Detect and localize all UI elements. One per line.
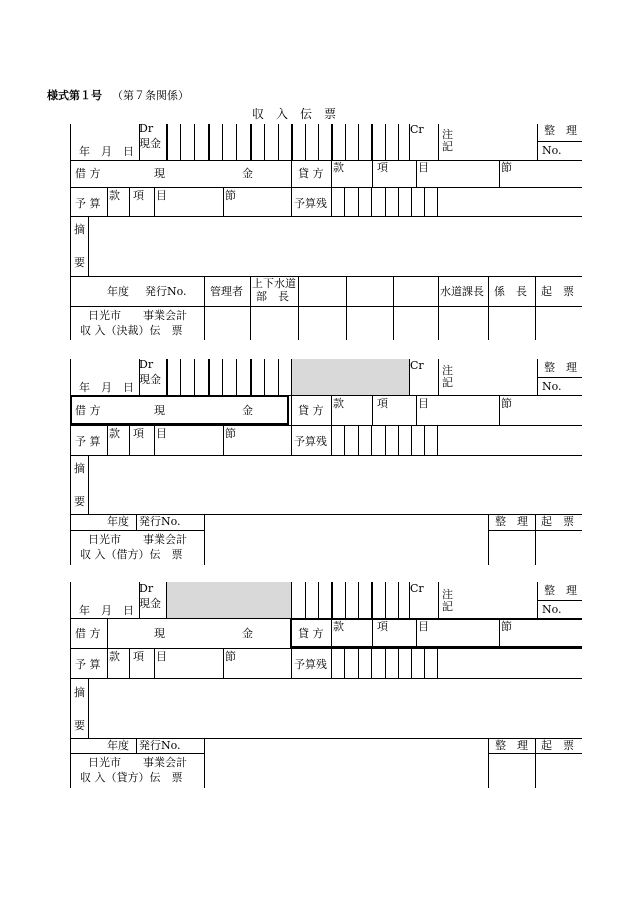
issuer-line-2: 収 入（貸方）伝 票 bbox=[80, 771, 183, 784]
date-label: 年 月 日 bbox=[79, 604, 134, 617]
cr-label: Cr bbox=[410, 359, 424, 372]
kan-label: 款 bbox=[109, 650, 120, 663]
setsu-label: 節 bbox=[501, 397, 512, 410]
dr-label: Dr bbox=[139, 358, 154, 371]
seiri-label: 整 理 bbox=[544, 584, 577, 597]
budget-remaining-label: 予算残 bbox=[294, 658, 327, 671]
seiri-label: 整 理 bbox=[544, 361, 577, 374]
cash-label: 現金 bbox=[139, 137, 161, 150]
kan-label: 款 bbox=[333, 620, 344, 633]
kou-label: 項 bbox=[377, 620, 388, 633]
seiri-label: 整 理 bbox=[544, 124, 577, 137]
drafter-label: 起 票 bbox=[541, 515, 574, 528]
seiri-bottom-label: 整 理 bbox=[495, 739, 528, 752]
debit-label: 借 方 bbox=[75, 167, 101, 180]
cash-wide-label: 現 金 bbox=[154, 167, 253, 180]
manager-label: 管理者 bbox=[210, 285, 243, 298]
issuer-line-2: 収 入（決裁）伝 票 bbox=[80, 324, 183, 337]
issuer-line-1: 日光市 事業会計 bbox=[88, 309, 187, 322]
fiscal-year-label: 年度 bbox=[107, 285, 129, 298]
cash-label: 現金 bbox=[139, 373, 161, 386]
issue-no-label: 発行No. bbox=[145, 285, 187, 298]
kan-label: 款 bbox=[333, 161, 344, 174]
credit-label: 貸 方 bbox=[298, 627, 324, 640]
kou-label: 項 bbox=[133, 189, 144, 202]
kou-label: 項 bbox=[133, 427, 144, 440]
page-title: 収 入 伝 票 bbox=[252, 107, 337, 121]
kan-label: 款 bbox=[109, 427, 120, 440]
note-label: 注記 bbox=[442, 588, 453, 613]
issue-no-label: 発行No. bbox=[139, 739, 181, 752]
cr-label: Cr bbox=[410, 582, 424, 595]
water-director-label-1: 上下水道 bbox=[252, 277, 296, 290]
form-label: 様式第１号 bbox=[47, 89, 102, 102]
moku-label: 目 bbox=[156, 427, 167, 440]
date-label: 年 月 日 bbox=[79, 145, 134, 158]
budget-remaining-label: 予算残 bbox=[294, 435, 327, 448]
water-director-label-2: 部 長 bbox=[256, 290, 289, 303]
moku-label: 目 bbox=[156, 650, 167, 663]
form-label-note: （第７条関係） bbox=[112, 89, 189, 102]
summary-label-1: 摘 bbox=[74, 223, 85, 236]
summary-label-1: 摘 bbox=[74, 686, 85, 699]
budget-label: 予 算 bbox=[75, 197, 101, 210]
subsection-chief-label: 係 長 bbox=[494, 285, 527, 298]
kan-label: 款 bbox=[333, 397, 344, 410]
seiri-bottom-label: 整 理 bbox=[495, 515, 528, 528]
debit-label: 借 方 bbox=[75, 627, 101, 640]
setsu-label: 節 bbox=[501, 620, 512, 633]
issuer-line-2: 収 入（借方）伝 票 bbox=[80, 548, 183, 561]
budget-label: 予 算 bbox=[75, 658, 101, 671]
credit-label: 貸 方 bbox=[298, 167, 324, 180]
setsu-label: 節 bbox=[225, 427, 236, 440]
summary-label-1: 摘 bbox=[74, 462, 85, 475]
setsu-label: 節 bbox=[225, 189, 236, 202]
issuer-line-1: 日光市 事業会計 bbox=[88, 533, 187, 546]
no-label: No. bbox=[542, 144, 562, 157]
moku-label: 目 bbox=[156, 189, 167, 202]
budget-label: 予 算 bbox=[75, 435, 101, 448]
moku-label: 目 bbox=[418, 620, 429, 633]
water-section-chief-label: 水道課長 bbox=[440, 285, 484, 298]
cr-label: Cr bbox=[410, 123, 424, 136]
note-label: 注記 bbox=[442, 364, 453, 389]
issue-no-label: 発行No. bbox=[139, 515, 181, 528]
note-label: 注記 bbox=[442, 128, 453, 153]
drafter-label: 起 票 bbox=[541, 285, 574, 298]
cash-wide-label: 現 金 bbox=[154, 627, 253, 640]
budget-remaining-label: 予算残 bbox=[294, 197, 327, 210]
drafter-label: 起 票 bbox=[541, 739, 574, 752]
moku-label: 目 bbox=[418, 397, 429, 410]
setsu-label: 節 bbox=[501, 161, 512, 174]
summary-label-2: 要 bbox=[74, 495, 85, 508]
no-label: No. bbox=[542, 380, 562, 393]
debit-label: 借 方 bbox=[75, 404, 101, 417]
dr-label: Dr bbox=[139, 122, 154, 135]
kou-label: 項 bbox=[377, 397, 388, 410]
fiscal-year-label: 年度 bbox=[107, 515, 129, 528]
kan-label: 款 bbox=[109, 189, 120, 202]
kou-label: 項 bbox=[377, 161, 388, 174]
moku-label: 目 bbox=[418, 161, 429, 174]
setsu-label: 節 bbox=[225, 650, 236, 663]
summary-label-2: 要 bbox=[74, 719, 85, 732]
no-label: No. bbox=[542, 603, 562, 616]
kou-label: 項 bbox=[133, 650, 144, 663]
dr-label: Dr bbox=[139, 582, 154, 595]
fiscal-year-label: 年度 bbox=[107, 739, 129, 752]
cash-label: 現金 bbox=[139, 597, 161, 610]
summary-label-2: 要 bbox=[74, 256, 85, 269]
credit-label: 貸 方 bbox=[298, 404, 324, 417]
cash-wide-label: 現 金 bbox=[154, 404, 253, 417]
issuer-line-1: 日光市 事業会計 bbox=[88, 756, 187, 769]
date-label: 年 月 日 bbox=[79, 381, 134, 394]
